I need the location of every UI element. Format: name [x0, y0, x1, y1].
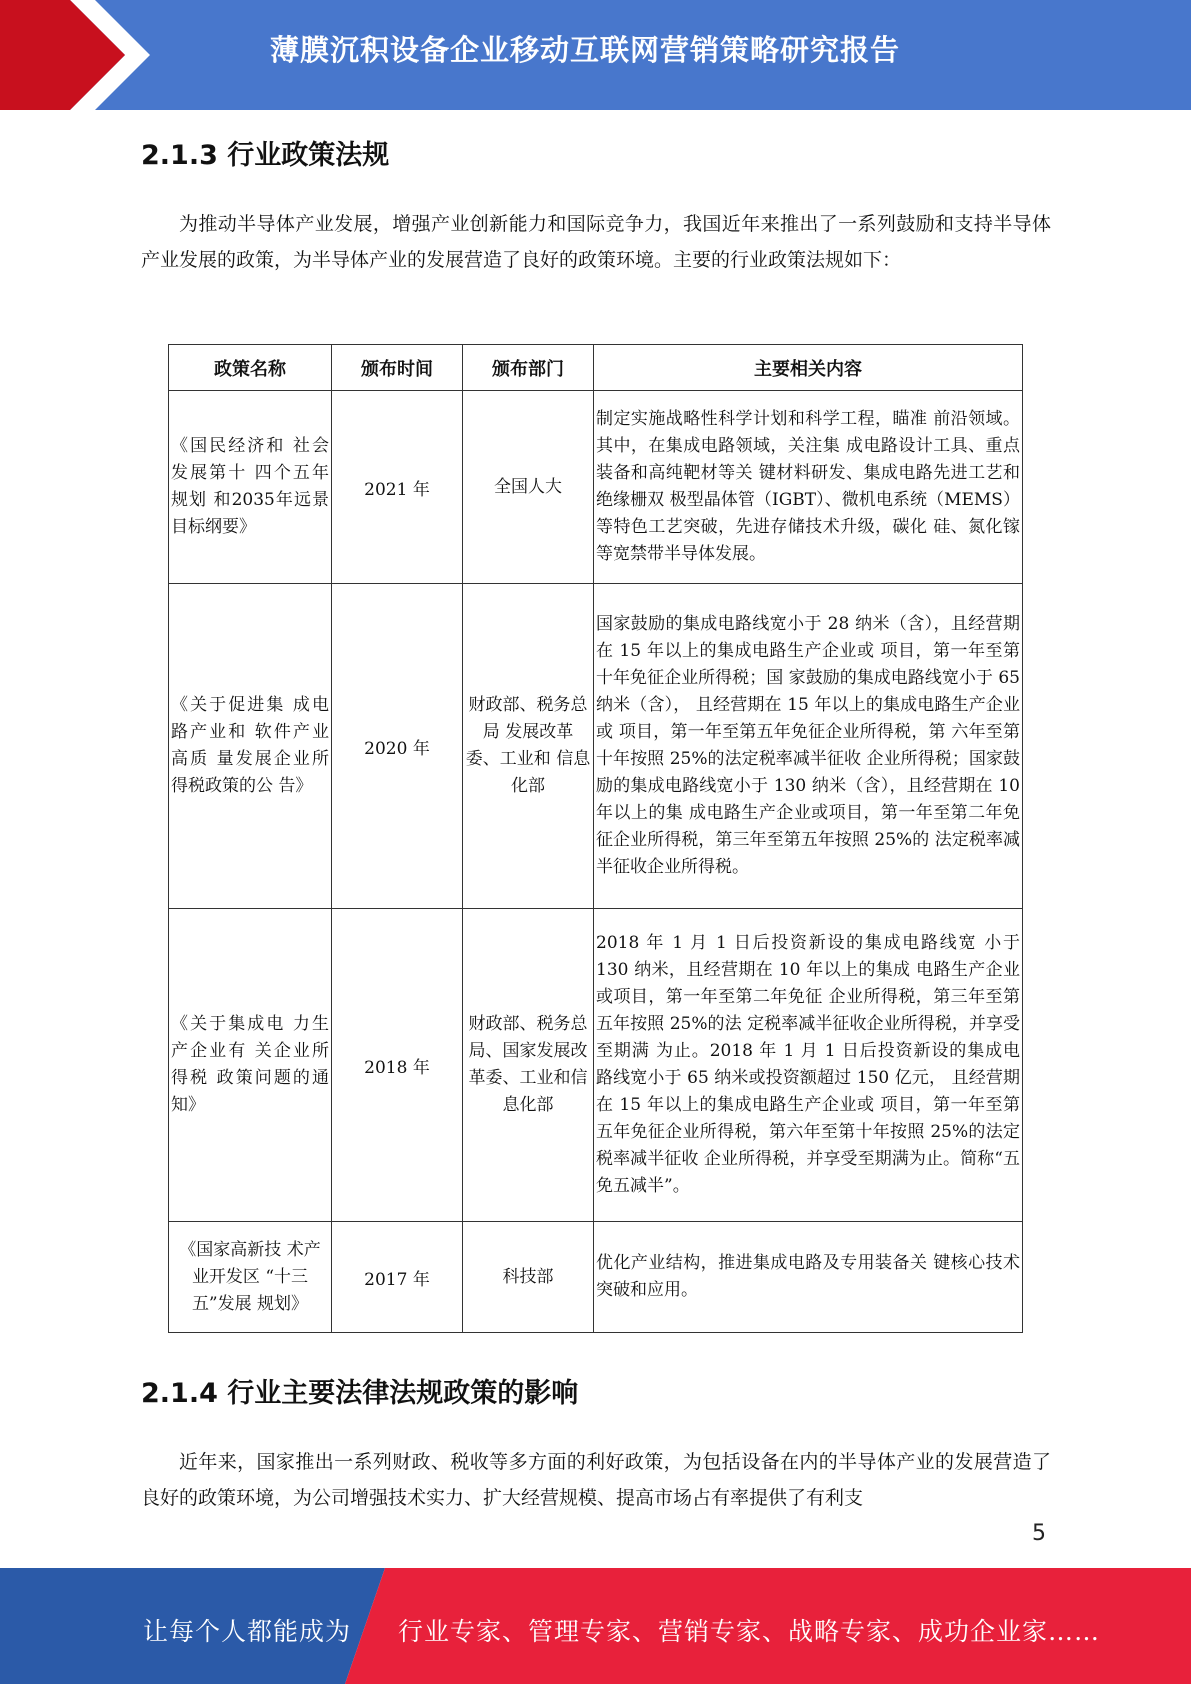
issue-date-cell: 2020 年	[332, 584, 463, 909]
policy-name-cell: 《国家高新技 术产业开发区 “十三五”发展 规划》	[169, 1222, 332, 1333]
policy-name-cell: 《国民经济和 社会发展第十 四个五年规划 和2035年远景 目标纲要》	[169, 391, 332, 584]
issue-date-cell: 2021 年	[332, 391, 463, 584]
table-row	[169, 391, 1023, 584]
table-row	[169, 584, 1023, 909]
page-header-band	[0, 0, 1191, 110]
policy-content-cell: 2018 年 1 月 1 日后投资新设的集成电路线宽 小于 130 纳米，且经营期在 10 年以上的集成 电路生产企业或项目，第一年至第二年免征 企业所得税，第三年至第五年按照 25%的法 定税率减半征收企业所得税，并享受至期满 为止。2018 年 1 月 1 日后投资新设的集成电 路线宽小于 65 纳米或投资额超过 150 亿元， 且经营期在 15 年以上的集成电路生产企业或 项目，第一年至第五年免征企业所得税，第六年至第十年按照 25%的法定税率减半征收 企业所得税，并享受至期满为止。简称“五 免五减半”。	[594, 909, 1023, 1222]
table-row	[169, 909, 1023, 1222]
table-row	[169, 1222, 1023, 1333]
issue-date-cell: 2017 年	[332, 1222, 463, 1333]
column-header-issuing-dept: 颁布部门	[463, 345, 594, 391]
page-number: 5	[1032, 1521, 1046, 1546]
issuing-dept-cell: 全国人大	[463, 391, 594, 584]
policy-name-cell: 《关于促进集 成电路产业和 软件产业高质 量发展企业所 得税政策的公 告》	[169, 584, 332, 909]
issuing-dept-cell: 科技部	[463, 1222, 594, 1333]
policy-content-cell: 优化产业结构，推进集成电路及专用装备关 键核心技术突破和应用。	[594, 1222, 1023, 1333]
header-arrow-icon	[0, 0, 160, 110]
policy-content-cell: 国家鼓励的集成电路线宽小于 28 纳米（含），且经营期在 15 年以上的集成电路生产企业或 项目，第一年至第十年免征企业所得税；国 家鼓励的集成电路线宽小于 65 纳米（含）， 且经营期在 15 年以上的集成电路生产企业或 项目，第一年至第五年免征企业所得税，第 六年至第十年按照 25%的法定税率减半征收 企业所得税；国家鼓励的集成电路线宽小于 130 纳米（含），且经营期在 10 年以上的集 成电路生产企业或项目，第一年至第二年免 征企业所得税，第三年至第五年按照 25%的 法定税率减半征收企业所得税。	[594, 584, 1023, 909]
page-footer-band	[0, 1568, 1191, 1684]
policy-content-cell: 制定实施战略性科学计划和科学工程，瞄准 前沿领域。其中，在集成电路领域，关注集 成电路设计工具、重点装备和高纯靶材等关 键材料研发、集成电路先进工艺和绝缘栅双 极型晶体管（IGBT）、微机电系统（MEMS） 等特色工艺突破，先进存储技术升级，碳化 硅、氮化镓等宽禁带半导体发展。	[594, 391, 1023, 584]
policy-name-cell: 《关于集成电 力生产企业有 关企业所得税 政策问题的通 知》	[169, 909, 332, 1222]
column-header-policy-name: 政策名称	[169, 345, 332, 391]
column-header-issue-date: 颁布时间	[332, 345, 463, 391]
policy-table	[168, 344, 1023, 1333]
issue-date-cell: 2018 年	[332, 909, 463, 1222]
section-heading-2-1-4: 2.1.4 行业主要法律法规政策的影响	[141, 1378, 579, 1409]
section-impact-paragraph: 近年来，国家推出一系列财政、税收等多方面的利好政策，为包括设备在内的半导体产业的发展营造了良好的政策环境，为公司增强技术实力、扩大经营规模、提高市场占有率提供了有利支	[141, 1451, 1051, 1509]
table-header-row	[169, 345, 1023, 391]
column-header-main-content: 主要相关内容	[594, 345, 1023, 391]
footer-slogan-right: 行业专家、管理专家、营销专家、战略专家、成功企业家……	[398, 1617, 1101, 1646]
section-intro-paragraph: 为推动半导体产业发展，增强产业创新能力和国际竞争力，我国近年来推出了一系列鼓励和支持半导体产业发展的政策，为半导体产业的发展营造了良好的政策环境。主要的行业政策法规如下：	[141, 213, 1051, 271]
issuing-dept-cell: 财政部、税务总局 发展改革 委、工业和 信息化部	[463, 584, 594, 909]
footer-slogan-left: 让每个人都能成为	[143, 1617, 352, 1646]
issuing-dept-cell: 财政部、税务总局、国家发展改革委、工业和信息化部	[463, 909, 594, 1222]
report-title: 薄膜沉积设备企业移动互联网营销策略研究报告	[270, 33, 901, 67]
section-heading-2-1-3: 2.1.3 行业政策法规	[141, 140, 390, 171]
